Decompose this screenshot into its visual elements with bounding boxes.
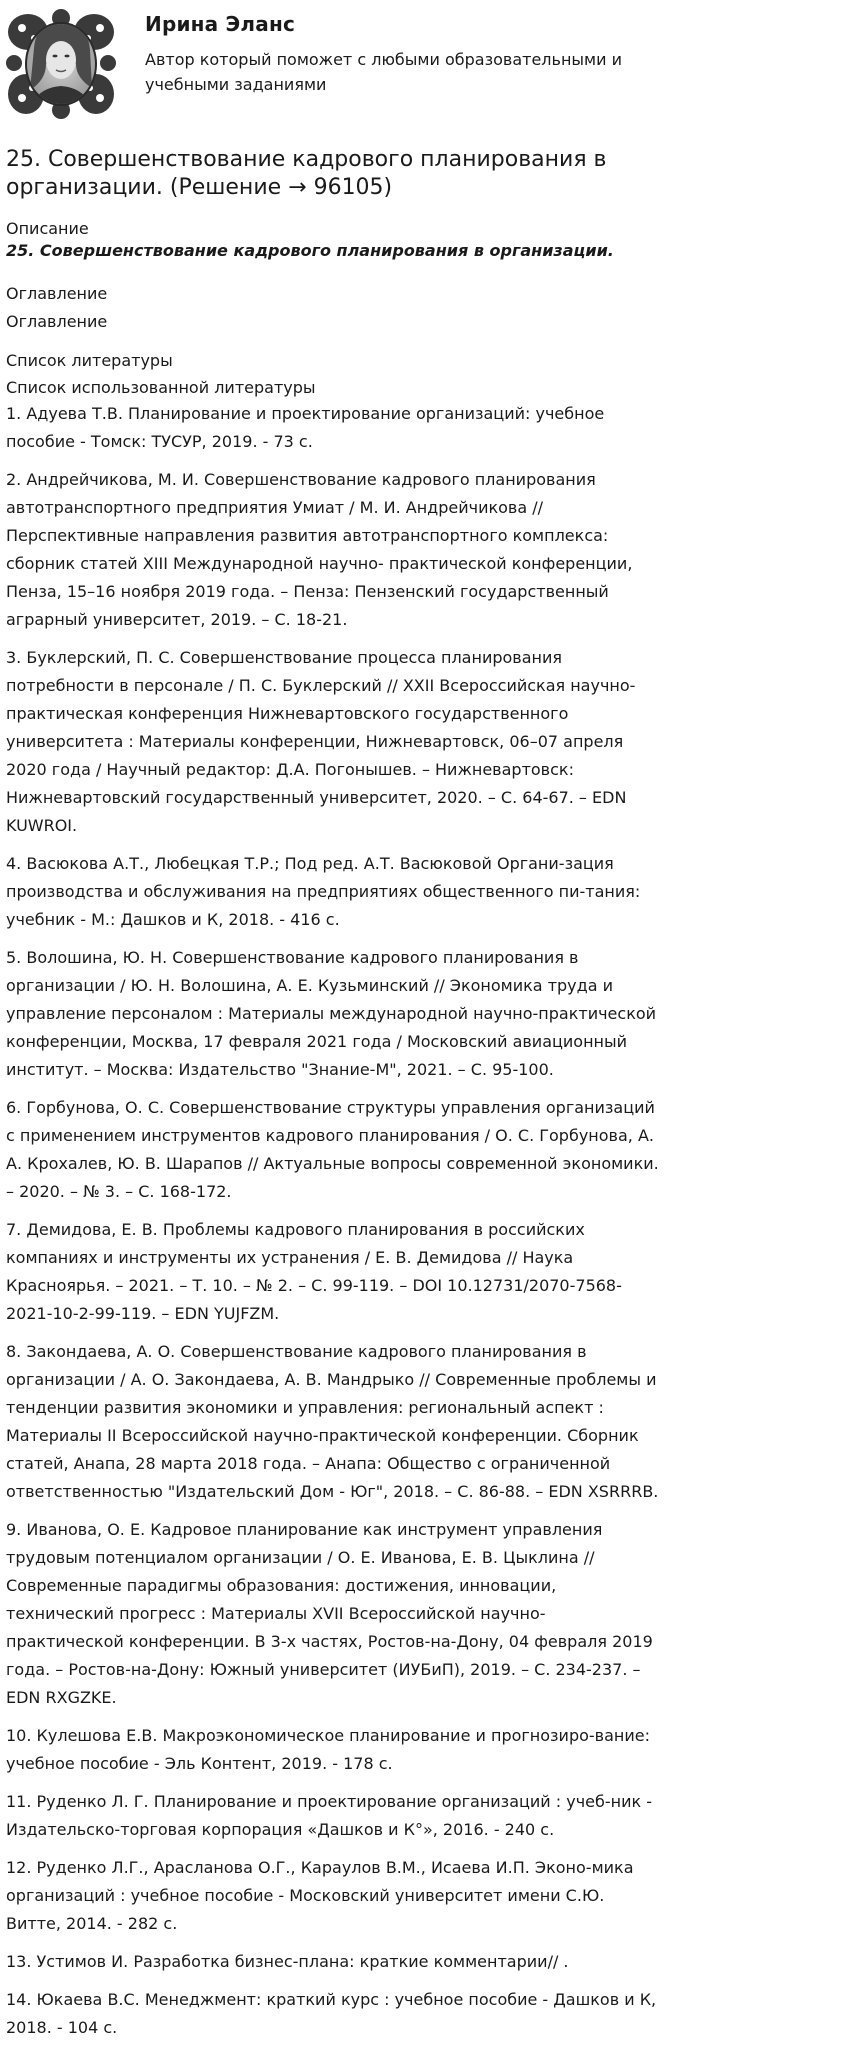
reference-item: 12. Руденко Л.Г., Арасланова О.Г., Караулов В.М., Исаева И.П. Эконо-мика организаций : учебное пособие - Московский университет имени С.Ю. Витте, 2014. - 282 с. — [6, 1858, 634, 1933]
description-text: 25. Совершенствование кадрового планирования в организации. — [6, 241, 614, 260]
reference-item: 9. Иванова, О. Е. Кадровое планирование как инструмент управления трудовым потенциалом организации / О. Е. Иванова, Е. В. Цыклина // Современные парадигмы образования: достижения, инновации, технический прогресс : Материалы XVII Всероссийской научно-практической конференции. В 3-х частях, Ростов-на-Дону, 04 февраля 2019 года. – Ростов-на-Дону: Южный университет (ИУБиП), 2019. – С. 234-237. – EDN RXGZKE. — [6, 1520, 653, 1707]
reference-item: 10. Кулешова Е.В. Макроэкономическое планирование и прогнозиро-вание: учебное пособие - Эль Контент, 2019. - 178 с. — [6, 1726, 650, 1773]
author-card — [0, 0, 660, 130]
description-label: Описание — [6, 219, 89, 238]
reference-list — [6, 400, 660, 2052]
reference-item: 7. Демидова, Е. В. Проблемы кадрового планирования в российских компаниях и инструменты их устранения / Е. В. Демидова // Наука Красноярья. – 2021. – Т. 10. – № 2. – С. 99-119. – DOI 10.12731/2070-7568-2021-10-2-99-119. – EDN YUJFZM. — [6, 1220, 622, 1323]
author-name[interactable]: Ирина Эланс — [145, 12, 296, 36]
reference-item: 14. Юкаева В.С. Менеджмент: краткий курс : учебное пособие - Дашков и К, 2018. - 104 с. — [6, 1990, 657, 2037]
reference-item: 4. Васюкова А.Т., Любецкая Т.Р.; Под ред. А.Т. Васюковой Органи-зация производства и обслуживания на предприятиях общественного пи-тания: учебник - М.: Дашков и К, 2018. - 416 с. — [6, 854, 641, 929]
literature-sublabel: Список использованной литературы — [6, 378, 316, 397]
author-description: Автор который поможет с любыми образовательными и учебными заданиями — [145, 50, 622, 94]
author-avatar[interactable] — [6, 8, 116, 120]
reference-item: 3. Буклерский, П. С. Совершенствование процесса планирования потребности в персонале / П. С. Буклерский // XXII Всероссийская научно-практическая конференция Нижневартовского государственного университета : Материалы конференции, Нижневартовск, 06–07 апреля 2020 года / Научный редактор: Д.А. Погонышев. – Нижневартовск: Нижневартовский государственный университет, 2020. – С. 64-67. – EDN KUWROI. — [6, 648, 636, 835]
reference-item: 8. Закондаева, А. О. Совершенствование кадрового планирования в организации / А. О. Закондаева, А. В. Мандрыко // Современные проблемы и тенденции развития экономики и управления: региональный аспект : Материалы II Всероссийской научно-практической конференции. Сборник статей, Анапа, 28 марта 2018 года. – Анапа: Общество с ограниченной ответственностью "Издательский Дом - Юг", 2018. – С. 86-88. – EDN XSRRRB. — [6, 1342, 659, 1501]
literature-label: Список литературы — [6, 351, 173, 370]
reference-item: 11. Руденко Л. Г. Планирование и проектирование организаций : учеб-ник - Издательско-торговая корпорация «Дашков и К°», 2016. - 240 с. — [6, 1792, 653, 1839]
reference-item: 2. Андрейчикова, М. И. Совершенствование кадрового планирования автотранспортного предприятия Умиат / М. И. Андрейчикова // Перспективные направления развития автотранспортного комплекса: сборник статей XIII Международной научно- практической конференции, Пенза, 15–16 ноября 2019 года. – Пенза: Пензенский государственный аграрный университет, 2019. – С. 18-21. — [6, 470, 633, 629]
reference-item: 6. Горбунова, О. С. Совершенствование структуры управления организаций с применением инструментов кадрового планирования / О. С. Горбунова, А. А. Крохалев, Ю. В. Шарапов // Актуальные вопросы современной экономики. – 2020. – № 3. – С. 168-172. — [6, 1098, 659, 1201]
avatar-image — [6, 8, 116, 120]
toc-label: Оглавление — [6, 284, 108, 303]
reference-item: 13. Устимов И. Разработка бизнес-плана: краткие комментарии// . — [6, 1952, 569, 1971]
reference-item: 5. Волошина, Ю. Н. Совершенствование кадрового планирования в организации / Ю. Н. Волошина, А. Е. Кузьминский // Экономика труда и управление персоналом : Материалы международной научно-практической конференции, Москва, 17 февраля 2021 года / Московский авиационный институт. – Москва: Издательство "Знание-М", 2021. – С. 95-100. — [6, 948, 657, 1079]
page-title: 25. Совершенствование кадрового планирования в организации. (Решение → 96105) — [6, 147, 607, 200]
reference-item: 1. Адуева Т.В. Планирование и проектирование организаций: учебное пособие - Томск: ТУСУР, 2019. - 73 с. — [6, 404, 605, 451]
toc-content: Оглавление — [6, 312, 108, 331]
